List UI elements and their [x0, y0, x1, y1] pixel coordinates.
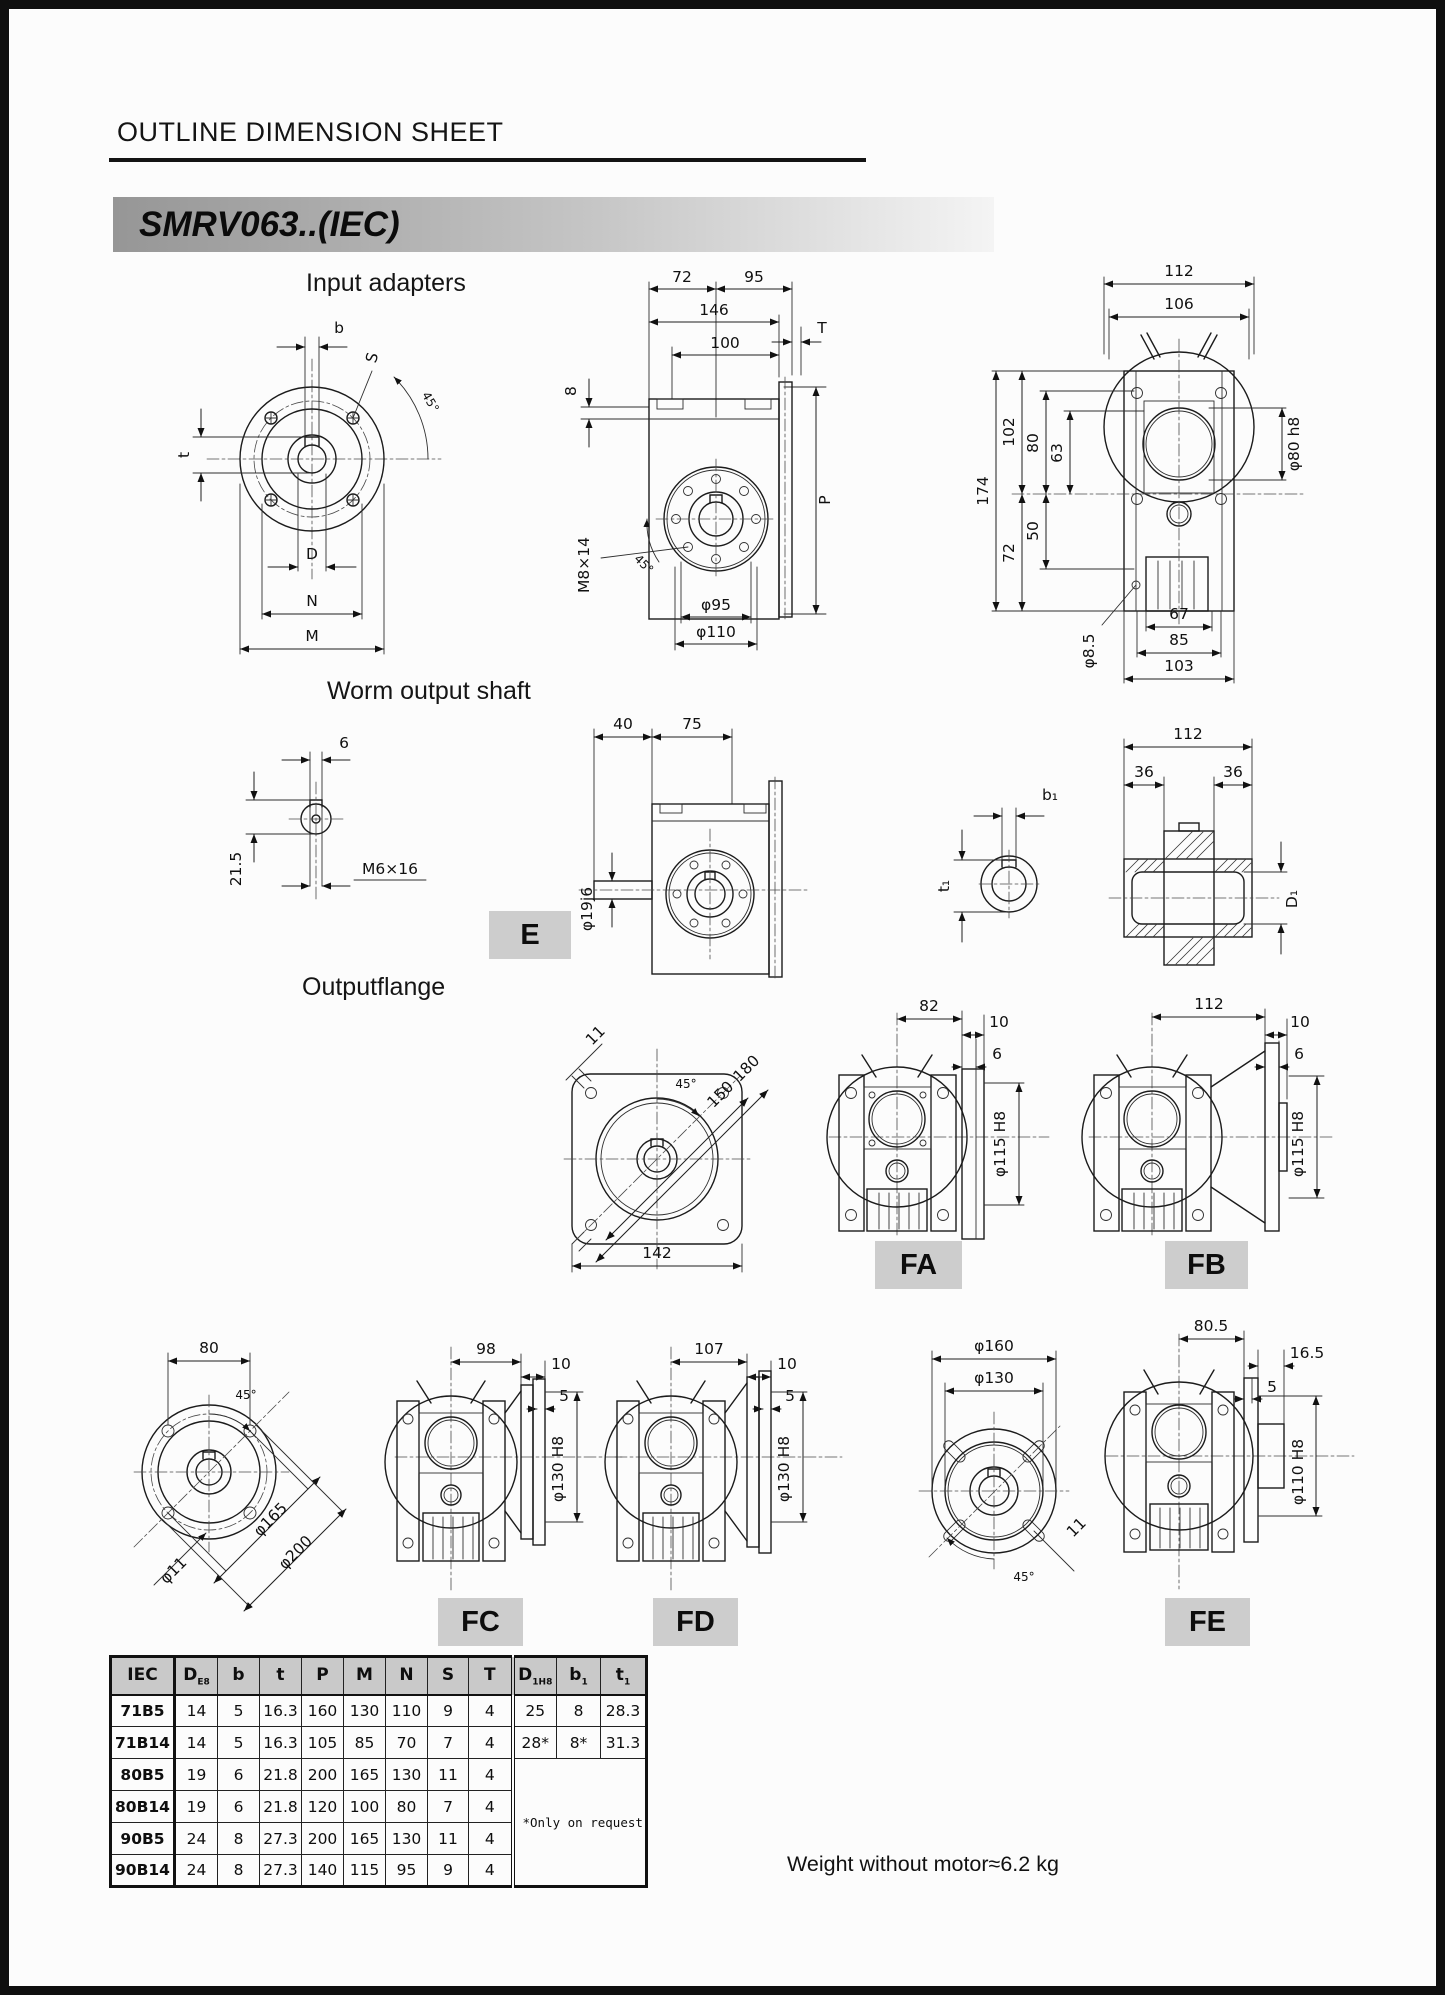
dim-label: 72	[1000, 543, 1018, 563]
table-cell: 4	[469, 1791, 513, 1823]
col-header: N	[386, 1657, 428, 1695]
dim-label: 11	[582, 1022, 609, 1049]
table-cell-iec: 71B5	[111, 1695, 175, 1727]
table-cell: 95	[386, 1855, 428, 1887]
col-header: b	[218, 1657, 260, 1695]
table-cell: 6	[218, 1759, 260, 1791]
table-cell: 165	[344, 1759, 386, 1791]
worm-shaft-end-view	[194, 724, 474, 929]
table-cell: 4	[469, 1855, 513, 1887]
table-header-row	[111, 1657, 647, 1695]
dim-label: 36	[1134, 763, 1154, 781]
table-cell: 4	[469, 1823, 513, 1855]
table-cell: 19	[175, 1791, 218, 1823]
dim-label: 67	[1169, 605, 1189, 623]
fd-flange-view	[607, 1317, 852, 1609]
dim-label: φ130 H8	[775, 1435, 793, 1503]
table-cell: 21.8	[260, 1791, 302, 1823]
dim-label: 5	[1267, 1378, 1277, 1396]
col-header: $D_{E8}$	[175, 1657, 218, 1695]
table-cell: 8	[218, 1823, 260, 1855]
table-cell: 7	[428, 1727, 469, 1759]
table-cell: 27.3	[260, 1855, 302, 1887]
dim-label: 5	[559, 1387, 569, 1405]
table-cell: 16.3	[260, 1695, 302, 1727]
dim-label: 95	[744, 268, 764, 286]
dim-label: M6×16	[362, 860, 418, 878]
table-cell: 200	[302, 1759, 344, 1791]
dim-label: 75	[682, 715, 702, 733]
dim-label: 80	[199, 1339, 219, 1357]
dim-label: φ110 H8	[1289, 1438, 1307, 1506]
col-header: P	[302, 1657, 344, 1695]
input-adapter-front-view	[149, 309, 494, 674]
dim-label: b	[334, 319, 344, 337]
dim-label: D₁	[1283, 889, 1301, 909]
shaft-section	[1109, 823, 1279, 965]
section-heading-input-adapters: Input adapters	[306, 269, 466, 297]
col-header: t	[260, 1657, 302, 1695]
table-note-cell: *Only on request	[513, 1759, 647, 1887]
table-cell: 80	[386, 1791, 428, 1823]
dim-label: 85	[1169, 631, 1189, 649]
dim-label: 102	[1000, 417, 1018, 447]
table-cell: 110	[386, 1695, 428, 1727]
page-title: OUTLINE DIMENSION SHEET	[117, 117, 504, 147]
dim-label: φ165	[250, 1499, 291, 1540]
model-name: SMRV063..(IEC)	[139, 204, 400, 244]
gearbox-body	[579, 777, 809, 979]
section-heading-output-flange: Outputflange	[302, 973, 446, 1001]
dim-label: 107	[694, 1340, 724, 1358]
dim-label: φ95	[701, 596, 731, 614]
dim-label: b₁	[1041, 786, 1059, 804]
dim-label: 10	[551, 1355, 571, 1373]
fb-flange-view	[1079, 979, 1414, 1247]
iec-table	[109, 1655, 648, 1888]
dim-label: φ160	[974, 1337, 1014, 1355]
gearbox-body	[385, 1379, 545, 1561]
dim-label: φ115 H8	[991, 1110, 1009, 1178]
dim-label: M8×14	[575, 537, 593, 593]
dim-label: 45°	[675, 1077, 697, 1091]
table-cell: 14	[175, 1727, 218, 1759]
table-cell: 165	[344, 1823, 386, 1855]
table-cell: 14	[175, 1695, 218, 1727]
dim-label: 180	[729, 1051, 764, 1086]
table-cell: 85	[344, 1727, 386, 1759]
dim-label: M	[305, 627, 319, 645]
view-label-fc: FC	[438, 1598, 523, 1646]
table-cell: 24	[175, 1823, 218, 1855]
col-header: T	[469, 1657, 513, 1695]
table-cell: 100	[344, 1791, 386, 1823]
dim-label: φ11	[156, 1553, 191, 1588]
dim-label: 80.5	[1193, 1317, 1229, 1335]
view-label-fa: FA	[875, 1241, 962, 1289]
dim-label: 21.5	[227, 851, 245, 887]
worm-gearbox-side-view	[564, 709, 819, 981]
view-label-fd: FD	[653, 1598, 738, 1646]
table-cell: 5	[218, 1727, 260, 1759]
title-underline	[109, 158, 866, 162]
input-adapter-rear-view	[974, 259, 1319, 684]
dim-label: 45°	[419, 389, 442, 415]
dim-label: 6	[1294, 1045, 1304, 1063]
table-row	[111, 1727, 647, 1759]
table-cell: 24	[175, 1855, 218, 1887]
weight-note: Weight without motor≈6.2 kg	[787, 1852, 1059, 1876]
col-header: S	[428, 1657, 469, 1695]
dim-label: 10	[1290, 1013, 1310, 1031]
dim-label: φ110	[696, 623, 736, 641]
dim-label: 100	[710, 334, 740, 352]
col-header: $b_1$	[557, 1657, 601, 1695]
table-cell: 70	[386, 1727, 428, 1759]
dim-label: 80	[1024, 433, 1042, 453]
gearbox-body	[605, 1371, 771, 1561]
table-cell-iec: 90B5	[111, 1823, 175, 1855]
table-cell: 27.3	[260, 1823, 302, 1855]
dim-label: 112	[1164, 262, 1194, 280]
gearbox-body	[649, 377, 792, 619]
table-cell: 4	[469, 1759, 513, 1791]
table-cell: 200	[302, 1823, 344, 1855]
dim-label: 5	[785, 1387, 795, 1405]
dim-label: 103	[1164, 657, 1194, 675]
table-cell: 4	[469, 1727, 513, 1759]
dim-label: φ130	[974, 1369, 1014, 1387]
table-cell: 130	[386, 1759, 428, 1791]
table-cell: 7	[428, 1791, 469, 1823]
view-label-fb: FB	[1165, 1241, 1248, 1289]
table-cell: 9	[428, 1855, 469, 1887]
table-cell: 5	[218, 1695, 260, 1727]
dim-label: 82	[919, 997, 939, 1015]
dim-label: 50	[1024, 521, 1042, 541]
dim-label: t	[175, 451, 193, 459]
dim-label: 45°	[235, 1388, 257, 1402]
dim-label: 40	[613, 715, 633, 733]
table-cell: 19	[175, 1759, 218, 1791]
table-cell: 105	[302, 1727, 344, 1759]
section-heading-worm-output-shaft: Worm output shaft	[327, 677, 531, 705]
dim-label: 112	[1173, 725, 1203, 743]
dim-label: 112	[1194, 995, 1224, 1013]
view-label-fe: FE	[1165, 1598, 1250, 1646]
table-row	[111, 1759, 647, 1791]
gearbox-body	[827, 1055, 984, 1239]
table-cell-iec: 90B14	[111, 1855, 175, 1887]
dim-label: 11	[1063, 1514, 1090, 1541]
dim-label: 106	[1164, 295, 1194, 313]
table-cell: 8*	[557, 1727, 601, 1759]
dim-label: 150	[703, 1077, 738, 1112]
round-flange-front-view	[94, 1317, 399, 1617]
dim-label: 45°	[1013, 1570, 1035, 1584]
dim-label: 6	[992, 1045, 1002, 1063]
dim-label: 98	[476, 1340, 496, 1358]
fc-flange-view	[387, 1317, 632, 1609]
output-flange-front-view	[544, 1014, 822, 1282]
dim-label: S	[362, 350, 383, 365]
dim-label: 16.5	[1289, 1344, 1325, 1362]
dim-label: φ200	[275, 1532, 316, 1573]
col-header: $D_{1H8}$	[513, 1657, 557, 1695]
table-cell: 6	[218, 1791, 260, 1823]
col-header: M	[344, 1657, 386, 1695]
dim-label: φ115 H8	[1289, 1110, 1307, 1178]
output-bore-key-section	[924, 764, 1099, 959]
table-row	[111, 1695, 647, 1727]
dim-label: φ19j6	[578, 886, 596, 932]
dim-label: φ80 h8	[1285, 416, 1303, 472]
dim-label: N	[306, 592, 318, 610]
hollow-output-shaft-section	[1109, 719, 1444, 974]
table-cell: 120	[302, 1791, 344, 1823]
col-header: $t_1$	[601, 1657, 647, 1695]
col-header-iec: IEC	[111, 1657, 175, 1695]
table-cell: 11	[428, 1823, 469, 1855]
table-cell: 130	[386, 1823, 428, 1855]
dim-label: 10	[989, 1013, 1009, 1031]
dim-label: D	[306, 545, 318, 563]
view-label-e: E	[489, 911, 571, 959]
table-cell: 130	[344, 1695, 386, 1727]
fe-flange-view	[1094, 1304, 1429, 1609]
table-cell: 8	[557, 1695, 601, 1727]
dim-label: T	[817, 319, 827, 337]
table-cell: 25	[513, 1695, 557, 1727]
table-cell: 21.8	[260, 1759, 302, 1791]
fa-flange-view	[819, 979, 1119, 1247]
model-header-bar	[113, 197, 994, 252]
table-cell: 160	[302, 1695, 344, 1727]
table-cell-iec: 71B14	[111, 1727, 175, 1759]
table-cell: 8	[218, 1855, 260, 1887]
table-cell: 115	[344, 1855, 386, 1887]
table-cell: 4	[469, 1695, 513, 1727]
input-adapter-side-view	[529, 267, 834, 665]
dim-label: t₁	[935, 879, 953, 893]
table-cell: 28*	[513, 1727, 557, 1759]
table-cell: 140	[302, 1855, 344, 1887]
dim-label: P	[816, 495, 834, 505]
dim-label: 72	[672, 268, 692, 286]
dim-label: 146	[699, 301, 729, 319]
dim-label: 63	[1048, 443, 1066, 463]
table-cell-iec: 80B5	[111, 1759, 175, 1791]
table-cell: 16.3	[260, 1727, 302, 1759]
table-cell: 11	[428, 1759, 469, 1791]
dim-label: 45°	[631, 551, 657, 577]
dim-label: 174	[974, 476, 992, 506]
dim-label: 10	[777, 1355, 797, 1373]
dim-label: 6	[339, 734, 349, 752]
gearbox-body	[1105, 1370, 1284, 1552]
dim-label: φ8.5	[1080, 633, 1098, 669]
dim-label: 36	[1223, 763, 1243, 781]
dim-label: 142	[642, 1244, 672, 1262]
table-cell: 28.3	[601, 1695, 647, 1727]
table-cell: 9	[428, 1695, 469, 1727]
table-cell: 31.3	[601, 1727, 647, 1759]
dim-label: φ130 H8	[549, 1435, 567, 1503]
dim-label: 8	[562, 386, 580, 396]
table-cell-iec: 80B14	[111, 1791, 175, 1823]
